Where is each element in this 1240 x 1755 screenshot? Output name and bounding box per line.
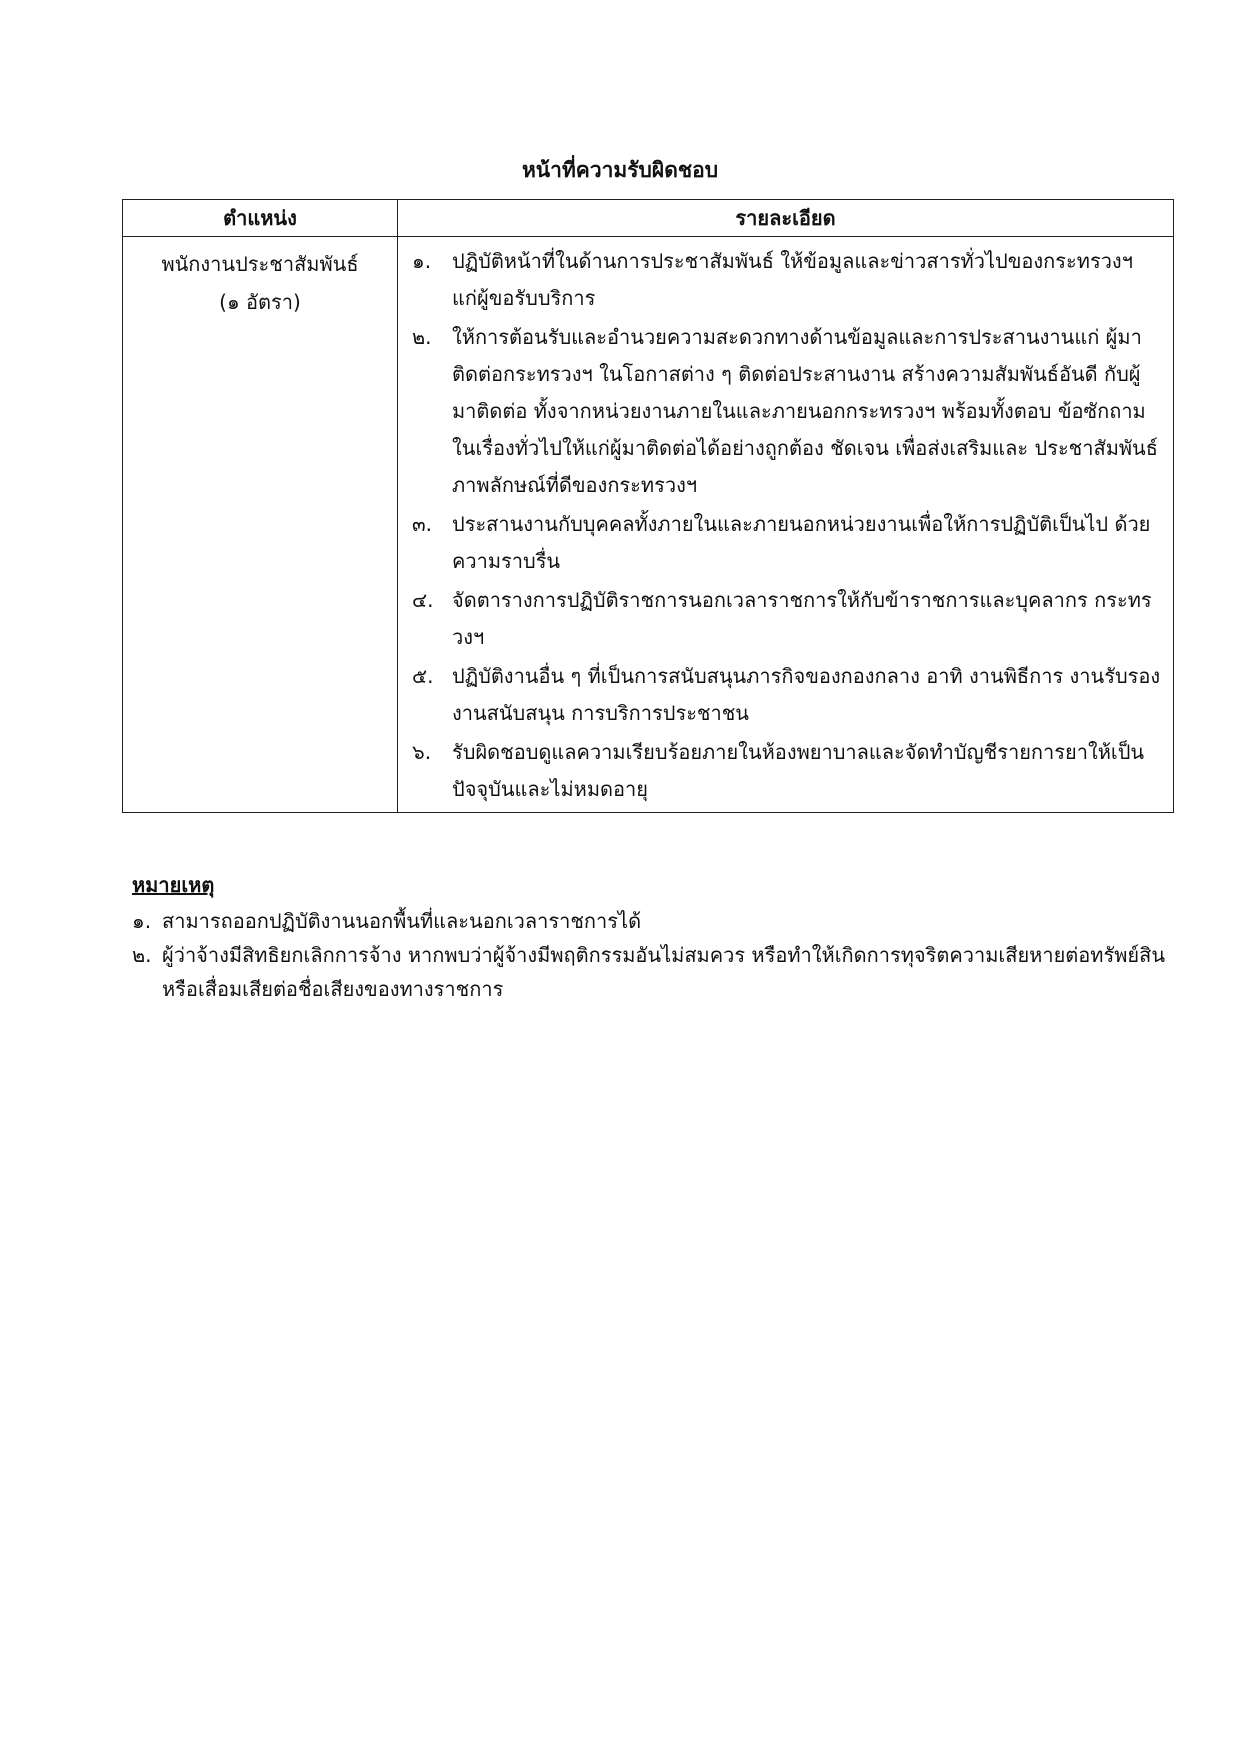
duty-number: ๒. [412, 325, 432, 349]
duties-table [122, 199, 1174, 813]
duty-item [412, 582, 1163, 656]
duty-list [412, 243, 1163, 808]
position-count: (๑ อัตรา) [219, 290, 301, 314]
duty-text: ประสานงานกับบุคคลทั้งภายในและภายนอกหน่วยงานเพื่อให้การปฏิบัติเป็นไป ด้วยความราบรื่น [452, 512, 1151, 573]
duty-number: ๑. [412, 249, 432, 273]
details-cell [398, 237, 1174, 813]
duty-number: ๔. [412, 588, 434, 612]
page-title: หน้าที่ความรับผิดชอบ [521, 158, 719, 182]
note-number: ๒. [132, 943, 152, 967]
duty-item [412, 243, 1163, 317]
duty-item [412, 734, 1163, 808]
duty-item [412, 319, 1163, 504]
duty-item [412, 658, 1163, 732]
duty-text: ให้การต้อนรับและอำนวยความสะดวกทางด้านข้อมูลและการประสานงานแก่ ผู้มาติดต่อกระทรวงฯ ในโอกาสต่าง ๆ ติดต่อประสานงาน สร้างความสัมพันธ์อันดี กับผู้มาติดต่อ ทั้งจากหน่วยงานภายในและภายนอกกระทรวงฯ พร้อมทั้งตอบ ข้อซักถามในเรื่องทั่วไปให้แก่ผู้มาติดต่อได้อย่างถูกต้อง ชัดเจน เพื่อส่งเสริมและ ประชาสัมพันธ์ภาพลักษณ์ที่ดีของกระทรวงฯ [452, 325, 1158, 497]
duty-text: ปฏิบัติหน้าที่ในด้านการประชาสัมพันธ์ ให้ข้อมูลและข่าวสารทั่วไปของกระทรวงฯ แก่ผู้ขอรับบริการ [452, 249, 1133, 310]
duty-number: ๕. [412, 664, 434, 688]
duty-number: ๖. [412, 740, 432, 764]
position-name: พนักงานประชาสัมพันธ์ [161, 252, 359, 276]
note-item [132, 938, 1182, 1006]
duty-number: ๓. [412, 512, 433, 536]
note-text: ผู้ว่าจ้างมีสิทธิยกเลิกการจ้าง หากพบว่าผู้จ้างมีพฤติกรรมอันไม่สมควร หรือทำให้เกิดการทุจริตความเสียหายต่อทรัพย์สิน หรือเสื่อมเสียต่อชื่อเสียงของทางราชการ [162, 943, 1165, 1001]
table-row [123, 237, 1174, 813]
duty-text: จัดตารางการปฏิบัติราชการนอกเวลาราชการให้กับข้าราชการและบุคลากร กระทรวงฯ [452, 588, 1152, 649]
duty-text: รับผิดชอบดูแลความเรียบร้อยภายในห้องพยาบาลและจัดทำบัญชีรายการยาให้เป็น ปัจจุบันและไม่หมดอายุ [452, 740, 1145, 801]
notes-heading: หมายเหตุ [132, 873, 215, 897]
duty-text: ปฏิบัติงานอื่น ๆ ที่เป็นการสนับสนุนภารกิจของกองกลาง อาทิ งานพิธีการ งานรับรอง งานสนับสนุน การบริการประชาชน [452, 664, 1161, 725]
position-column-header: ตำแหน่ง [123, 200, 398, 237]
details-column-header: รายละเอียด [398, 200, 1174, 237]
duty-item [412, 506, 1163, 580]
note-number: ๑. [132, 909, 152, 933]
table-header-row [123, 200, 1174, 237]
notes-section [132, 868, 1182, 1006]
note-item [132, 904, 1182, 938]
position-cell [123, 237, 398, 813]
note-text: สามารถออกปฏิบัติงานนอกพื้นที่และนอกเวลาราชการได้ [162, 909, 642, 933]
